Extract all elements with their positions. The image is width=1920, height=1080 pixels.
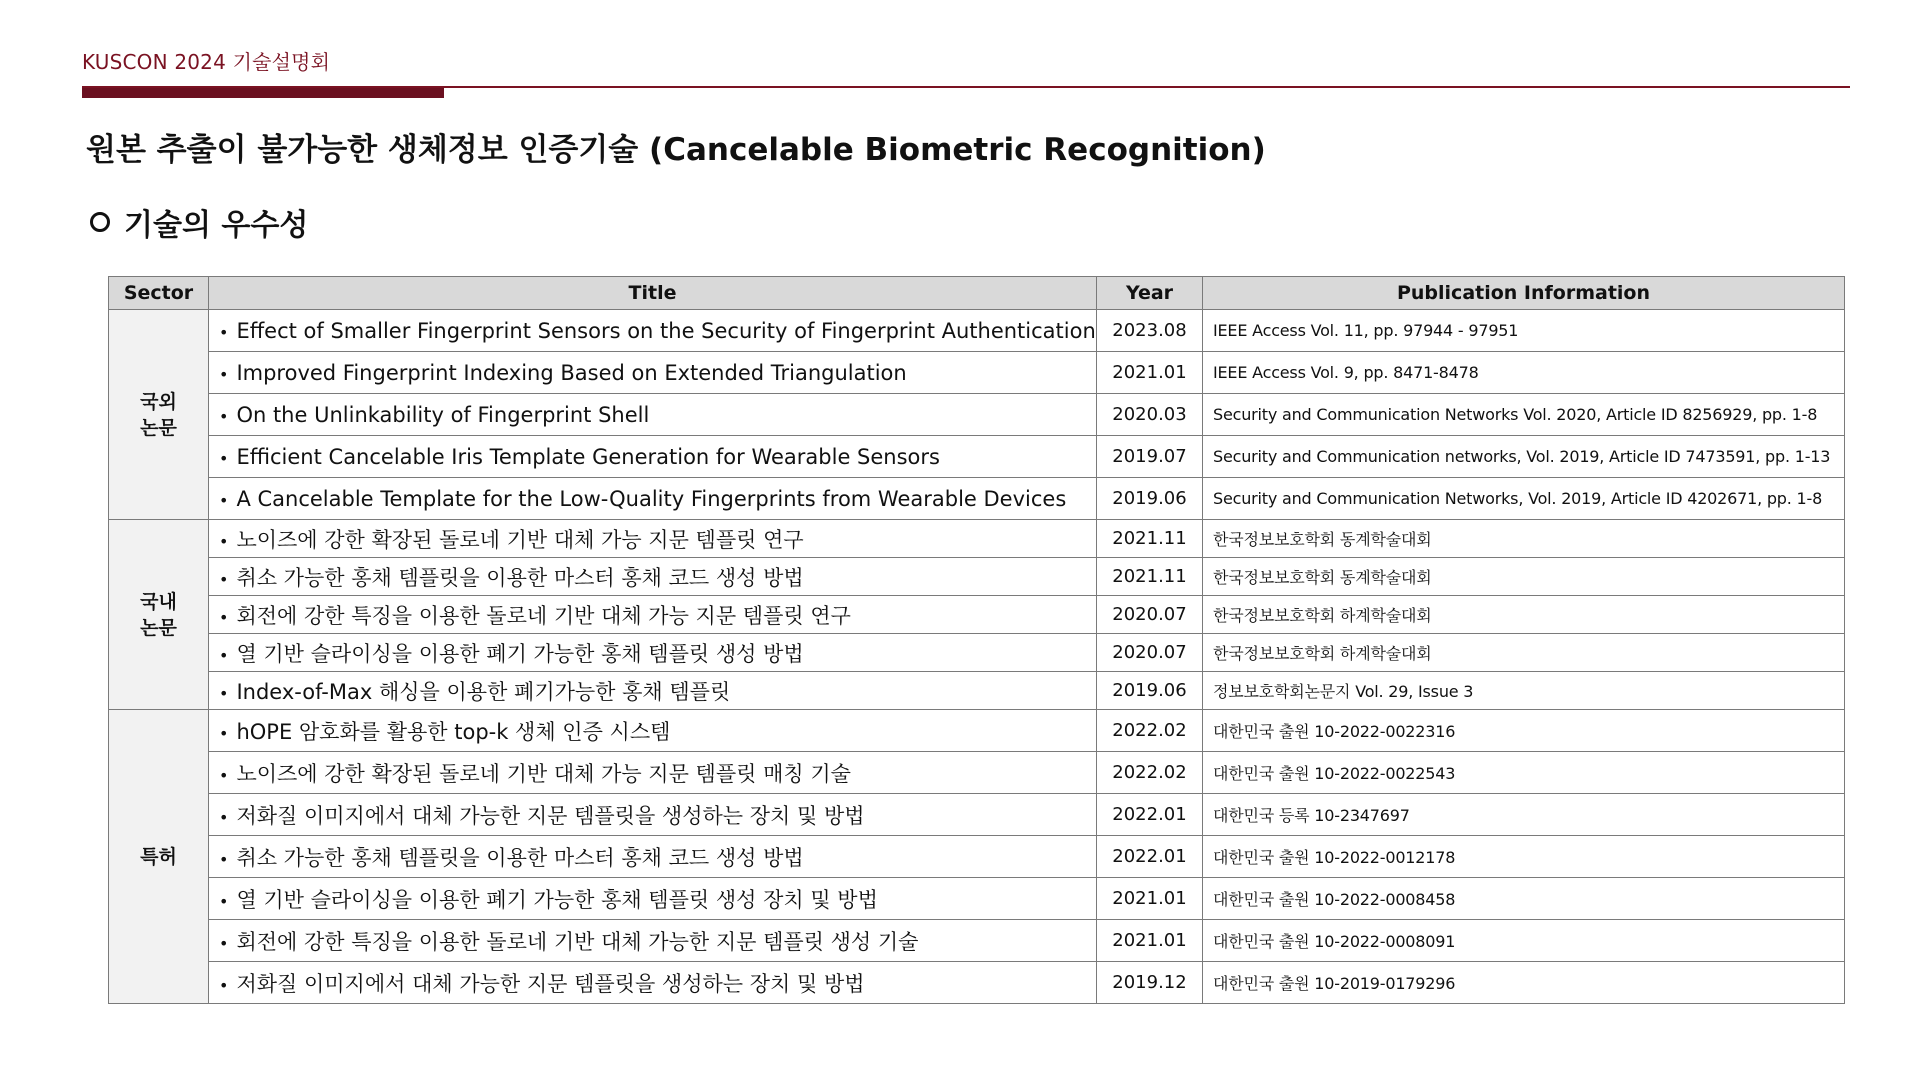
- title-cell: [209, 752, 1097, 794]
- sector-cell-patent: [109, 710, 209, 1004]
- bullet-icon: •: [219, 406, 229, 426]
- year-cell: 2022.01: [1097, 836, 1203, 878]
- title-cell: [209, 394, 1097, 436]
- publication-cell: 대한민국 출원 10-2019-0179296: [1203, 962, 1845, 1004]
- publication-cell: 한국정보보호학회 하계학술대회: [1203, 596, 1845, 634]
- publication-table: [108, 276, 1845, 1004]
- table-row: [109, 672, 1845, 710]
- table-row: [109, 962, 1845, 1004]
- year-cell: 2020.07: [1097, 596, 1203, 634]
- title-text: 회전에 강한 특징을 이용한 돌로네 기반 대체 가능한 지문 템플릿 생성 기술: [236, 929, 919, 954]
- bullet-icon: •: [219, 364, 229, 384]
- title-cell: [209, 478, 1097, 520]
- title-text: 취소 가능한 홍채 템플릿을 이용한 마스터 홍채 코드 생성 방법: [236, 845, 804, 870]
- table-row: [109, 310, 1845, 352]
- table-row: [109, 520, 1845, 558]
- column-header-title: Title: [209, 277, 1097, 310]
- table-row: [109, 634, 1845, 672]
- sector-cell-international: [109, 310, 209, 520]
- year-cell: 2022.02: [1097, 710, 1203, 752]
- bullet-icon: •: [219, 807, 229, 827]
- section-heading: [90, 200, 308, 244]
- circle-bullet-icon: [90, 212, 110, 232]
- table-row: [109, 478, 1845, 520]
- title-cell: [209, 634, 1097, 672]
- table-row: [109, 752, 1845, 794]
- column-header-sector: Sector: [109, 277, 209, 310]
- year-cell: 2023.08: [1097, 310, 1203, 352]
- title-text: Index-of-Max 해싱을 이용한 폐기가능한 홍채 템플릿: [236, 679, 731, 704]
- table-row: [109, 710, 1845, 752]
- sector-label: 논문: [140, 416, 177, 439]
- section-heading-text: 기술의 우수성: [124, 208, 309, 243]
- publication-cell: Security and Communication Networks, Vol. 2019, Article ID 4202671, pp. 1-8: [1203, 478, 1845, 520]
- sector-label: 논문: [140, 616, 177, 639]
- year-cell: 2021.11: [1097, 520, 1203, 558]
- year-cell: 2021.01: [1097, 920, 1203, 962]
- title-text: Effect of Smaller Fingerprint Sensors on the Security of Fingerprint Authentication: [236, 318, 1096, 343]
- title-text: 취소 가능한 홍채 템플릿을 이용한 마스터 홍채 코드 생성 방법: [236, 565, 804, 590]
- page-title: 원본 추출이 불가능한 생체정보 인증기술 (Cancelable Biometric Recognition): [86, 132, 1266, 168]
- title-text: 노이즈에 강한 확장된 돌로네 기반 대체 가능 지문 템플릿 연구: [236, 527, 804, 552]
- title-cell: [209, 836, 1097, 878]
- table-row: [109, 596, 1845, 634]
- sector-cell-domestic: [109, 520, 209, 710]
- year-cell: 2022.02: [1097, 752, 1203, 794]
- bullet-icon: •: [219, 891, 229, 911]
- publication-cell: 한국정보보호학회 동계학술대회: [1203, 558, 1845, 596]
- bullet-icon: •: [219, 569, 229, 589]
- publication-cell: 대한민국 출원 10-2022-0008091: [1203, 920, 1845, 962]
- publication-cell: 대한민국 출원 10-2022-0008458: [1203, 878, 1845, 920]
- title-cell: [209, 596, 1097, 634]
- bullet-icon: •: [219, 765, 229, 785]
- sector-label: 특허: [140, 845, 177, 868]
- title-text: 회전에 강한 특징을 이용한 돌로네 기반 대체 가능 지문 템플릿 연구: [236, 603, 851, 628]
- year-cell: 2020.03: [1097, 394, 1203, 436]
- title-cell: [209, 672, 1097, 710]
- title-cell: [209, 520, 1097, 558]
- header-accent-bar: [82, 88, 444, 98]
- table-header-row: [109, 277, 1845, 310]
- publication-cell: 대한민국 출원 10-2022-0012178: [1203, 836, 1845, 878]
- title-text: A Cancelable Template for the Low-Quality Fingerprints from Wearable Devices: [236, 486, 1067, 511]
- publication-cell: 정보보호학회논문지 Vol. 29, Issue 3: [1203, 672, 1845, 710]
- publication-cell: IEEE Access Vol. 11, pp. 97944 - 97951: [1203, 310, 1845, 352]
- bullet-icon: •: [219, 683, 229, 703]
- bullet-icon: •: [219, 933, 229, 953]
- column-header-year: Year: [1097, 277, 1203, 310]
- publication-cell: 한국정보보호학회 동계학술대회: [1203, 520, 1845, 558]
- bullet-icon: •: [219, 723, 229, 743]
- year-cell: 2019.06: [1097, 672, 1203, 710]
- bullet-icon: •: [219, 448, 229, 468]
- publication-cell: Security and Communication Networks Vol. 2020, Article ID 8256929, pp. 1-8: [1203, 394, 1845, 436]
- year-cell: 2020.07: [1097, 634, 1203, 672]
- title-cell: [209, 794, 1097, 836]
- publication-cell: 대한민국 출원 10-2022-0022543: [1203, 752, 1845, 794]
- bullet-icon: •: [219, 531, 229, 551]
- table-row: [109, 352, 1845, 394]
- title-cell: [209, 352, 1097, 394]
- table-row: [109, 794, 1845, 836]
- year-cell: 2021.01: [1097, 352, 1203, 394]
- title-text: 저화질 이미지에서 대체 가능한 지문 템플릿을 생성하는 장치 및 방법: [236, 803, 865, 828]
- bullet-icon: •: [219, 490, 229, 510]
- title-cell: [209, 558, 1097, 596]
- year-cell: 2019.06: [1097, 478, 1203, 520]
- column-header-publication: Publication Information: [1203, 277, 1845, 310]
- sector-label: 국외: [140, 390, 177, 413]
- sector-label: 국내: [140, 590, 177, 613]
- year-cell: 2022.01: [1097, 794, 1203, 836]
- bullet-icon: •: [219, 645, 229, 665]
- publication-cell: 대한민국 등록 10-2347697: [1203, 794, 1845, 836]
- year-cell: 2021.11: [1097, 558, 1203, 596]
- table-row: [109, 836, 1845, 878]
- title-cell: [209, 310, 1097, 352]
- publication-cell: Security and Communication networks, Vol. 2019, Article ID 7473591, pp. 1-13: [1203, 436, 1845, 478]
- table-row: [109, 878, 1845, 920]
- publication-cell: 대한민국 출원 10-2022-0022316: [1203, 710, 1845, 752]
- title-text: 열 기반 슬라이싱을 이용한 폐기 가능한 홍채 템플릿 생성 방법: [236, 641, 804, 666]
- title-cell: [209, 920, 1097, 962]
- title-text: Efficient Cancelable Iris Template Generation for Wearable Sensors: [236, 444, 940, 469]
- title-cell: [209, 962, 1097, 1004]
- title-text: 저화질 이미지에서 대체 가능한 지문 템플릿을 생성하는 장치 및 방법: [236, 971, 865, 996]
- title-text: Improved Fingerprint Indexing Based on Extended Triangulation: [236, 360, 907, 385]
- year-cell: 2021.01: [1097, 878, 1203, 920]
- title-text: 열 기반 슬라이싱을 이용한 폐기 가능한 홍채 템플릿 생성 장치 및 방법: [236, 887, 878, 912]
- bullet-icon: •: [219, 607, 229, 627]
- title-cell: [209, 436, 1097, 478]
- publication-cell: IEEE Access Vol. 9, pp. 8471-8478: [1203, 352, 1845, 394]
- year-cell: 2019.12: [1097, 962, 1203, 1004]
- bullet-icon: •: [219, 975, 229, 995]
- bullet-icon: •: [219, 849, 229, 869]
- table-row: [109, 394, 1845, 436]
- brand-label: KUSCON 2024 기술설명회: [82, 50, 331, 74]
- year-cell: 2019.07: [1097, 436, 1203, 478]
- publication-cell: 한국정보보호학회 하계학술대회: [1203, 634, 1845, 672]
- title-cell: [209, 710, 1097, 752]
- table-row: [109, 558, 1845, 596]
- table-row: [109, 920, 1845, 962]
- title-cell: [209, 878, 1097, 920]
- table-row: [109, 436, 1845, 478]
- title-text: 노이즈에 강한 확장된 돌로네 기반 대체 가능 지문 템플릿 매칭 기술: [236, 761, 851, 786]
- bullet-icon: •: [219, 322, 229, 342]
- title-text: hOPE 암호화를 활용한 top-k 생체 인증 시스템: [236, 719, 671, 744]
- title-text: On the Unlinkability of Fingerprint Shell: [236, 402, 650, 427]
